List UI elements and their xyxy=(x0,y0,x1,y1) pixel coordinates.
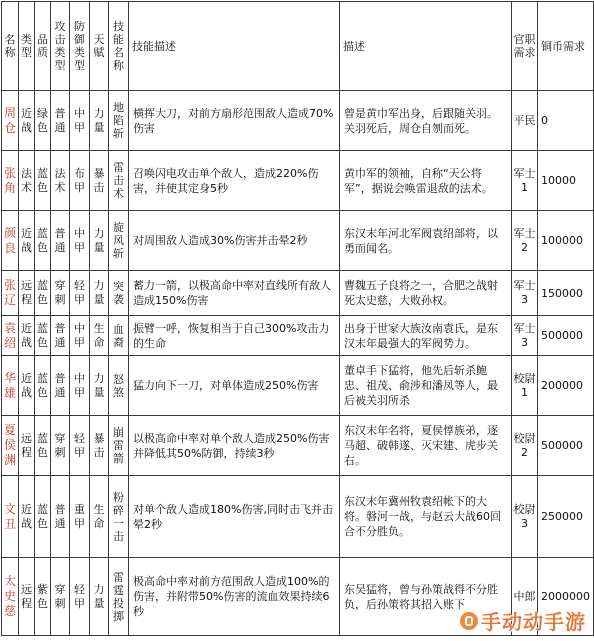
cell-talent: 生命 xyxy=(90,316,109,356)
cell-coin: 500000 xyxy=(538,416,594,476)
cell-coin: 100000 xyxy=(538,211,594,271)
cell-quality: 绿色 xyxy=(35,91,51,151)
cell-quality: 紫色 xyxy=(35,558,51,636)
watermark-text: 手动动手游 xyxy=(481,610,586,634)
cell-quality: 蓝色 xyxy=(35,416,51,476)
cell-rank: 中郎 xyxy=(512,558,538,636)
cell-name: 张辽 xyxy=(2,271,19,316)
header-quality: 品质 xyxy=(35,2,51,91)
cell-type: 近战 xyxy=(19,91,35,151)
cell-talent: 力量 xyxy=(90,271,109,316)
cell-attack: 普通 xyxy=(51,91,70,151)
cell-rank: 军士3 xyxy=(512,316,538,356)
cell-skill: 崩雷箭 xyxy=(109,416,129,476)
table-row xyxy=(2,151,594,211)
cell-skill-desc: 横挥大刀，对前方扇形范围敌人造成70%伤害 xyxy=(129,91,340,151)
cell-skill-desc: 猛力向下一刀，对单体造成250%伤害 xyxy=(129,356,340,416)
cell-talent: 暴击 xyxy=(90,151,109,211)
cell-type: 远程 xyxy=(19,558,35,636)
header-defense: 防御类型 xyxy=(70,2,90,91)
cell-desc: 东汉末年冀州牧袁绍帐下的大将。磐河一战，与赵云大战60回合不分胜负。 xyxy=(340,476,512,558)
brand-logo-icon xyxy=(460,612,478,630)
cell-skill: 雷击术 xyxy=(109,151,129,211)
cell-coin: 10000 xyxy=(538,151,594,211)
cell-defense: 中甲 xyxy=(70,316,90,356)
cell-coin: 0 xyxy=(538,91,594,151)
cell-talent: 生命 xyxy=(90,476,109,558)
cell-quality: 蓝色 xyxy=(35,356,51,416)
cell-name: 文丑 xyxy=(2,476,19,558)
cell-defense: 轻甲 xyxy=(70,416,90,476)
header-row xyxy=(2,2,594,91)
cell-rank: 军士2 xyxy=(512,211,538,271)
cell-skill-desc: 以极高命中率对单个敌人造成250%伤害并降低其50%防御，持续3秒 xyxy=(129,416,340,476)
cell-quality: 蓝色 xyxy=(35,151,51,211)
header-type: 类型 xyxy=(19,2,35,91)
cell-talent: 力量 xyxy=(90,91,109,151)
cell-skill-desc: 极高命中率对前方范围敌人造成100%的伤害，并附带50%伤害的流血效果持续6秒 xyxy=(129,558,340,636)
cell-talent: 暴击 xyxy=(90,416,109,476)
cell-desc: 黄巾军的领袖，自称“天公将军”，据说会唤雷退敌的法术。 xyxy=(340,151,512,211)
cell-name: 周仓 xyxy=(2,91,19,151)
cell-rank: 校尉3 xyxy=(512,476,538,558)
cell-skill: 旋风斩 xyxy=(109,211,129,271)
cell-coin: 2000000 xyxy=(538,558,594,636)
cell-quality: 蓝色 xyxy=(35,476,51,558)
cell-defense: 中甲 xyxy=(70,356,90,416)
cell-talent: 力量 xyxy=(90,211,109,271)
cell-desc: 东汉末年名将，夏侯惇族弟，逐马超、破韩遂、灭宋建、虎步关右。 xyxy=(340,416,512,476)
cell-skill-desc: 蓄力一箭，以极高命中率对直线所有敌人造成150%伤害 xyxy=(129,271,340,316)
cell-attack: 法术 xyxy=(51,151,70,211)
cell-attack: 穿刺 xyxy=(51,271,70,316)
cell-desc: 出身于世家大族汝南袁氏，是东汉末年最强大的军阀势力。 xyxy=(340,316,512,356)
watermark xyxy=(460,606,586,635)
cell-talent: 力量 xyxy=(90,558,109,636)
header-name: 名称 xyxy=(2,2,19,91)
cell-name: 夏侯渊 xyxy=(2,416,19,476)
cell-desc: 董卓手下猛将，他先后斩杀鲍忠、祖茂、俞涉和潘凤等人，最后被关羽所杀 xyxy=(340,356,512,416)
cell-quality: 蓝色 xyxy=(35,271,51,316)
cell-attack: 普通 xyxy=(51,211,70,271)
cell-skill: 血裔 xyxy=(109,316,129,356)
cell-name: 袁绍 xyxy=(2,316,19,356)
cell-defense: 轻甲 xyxy=(70,558,90,636)
header-skill-desc: 技能描述 xyxy=(129,2,340,91)
cell-coin: 200000 xyxy=(538,356,594,416)
cell-defense: 布甲 xyxy=(70,151,90,211)
header-talent: 天赋 xyxy=(90,2,109,91)
cell-skill-desc: 对单个敌人造成180%伤害,同时击飞并击晕2秒 xyxy=(129,476,340,558)
cell-name: 颜良 xyxy=(2,211,19,271)
cell-type: 远程 xyxy=(19,416,35,476)
header-desc: 描述 xyxy=(340,2,512,91)
cell-skill: 怒煞 xyxy=(109,356,129,416)
cell-desc: 东汉末年河北军阀袁绍部将，以勇而闻名。 xyxy=(340,211,512,271)
header-coin: 铜币需求 xyxy=(538,2,594,91)
cell-skill-desc: 振臂一呼，恢复相当于自己300%攻击力的生命 xyxy=(129,316,340,356)
cell-defense: 重甲 xyxy=(70,476,90,558)
header-rank: 官职需求 xyxy=(512,2,538,91)
cell-coin: 150000 xyxy=(538,271,594,316)
header-attack: 攻击类型 xyxy=(51,2,70,91)
cell-coin: 500000 xyxy=(538,316,594,356)
cell-rank: 校尉1 xyxy=(512,356,538,416)
cell-type: 近战 xyxy=(19,356,35,416)
cell-name: 太史慈 xyxy=(2,558,19,636)
cell-rank: 军士1 xyxy=(512,151,538,211)
cell-desc: 东吴猛将，曾与孙策战得不分胜负，后孙策将其招入账下 xyxy=(340,558,512,636)
cell-skill-desc: 召唤闪电攻击单个敌人，造成220%伤害，并使其定身5秒 xyxy=(129,151,340,211)
table-row xyxy=(2,316,594,356)
cell-attack: 穿刺 xyxy=(51,558,70,636)
header-skill-name: 技能名称 xyxy=(109,2,129,91)
table-row xyxy=(2,271,594,316)
table-row xyxy=(2,476,594,558)
cell-talent: 力量 xyxy=(90,356,109,416)
cell-skill: 粉碎一击 xyxy=(109,476,129,558)
cell-desc: 曾是黄巾军出身，后跟随关羽。关羽死后，周仓自刎而死。 xyxy=(340,91,512,151)
cell-attack: 普通 xyxy=(51,356,70,416)
cell-skill-desc: 对周围敌人造成30%伤害并击晕2秒 xyxy=(129,211,340,271)
cell-type: 近战 xyxy=(19,476,35,558)
cell-skill: 雷霆投掷 xyxy=(109,558,129,636)
cell-attack: 穿刺 xyxy=(51,416,70,476)
cell-defense: 中甲 xyxy=(70,91,90,151)
cell-type: 近战 xyxy=(19,316,35,356)
cell-quality: 蓝色 xyxy=(35,211,51,271)
cell-attack: 普通 xyxy=(51,316,70,356)
cell-name: 张角 xyxy=(2,151,19,211)
cell-skill: 地陷斩 xyxy=(109,91,129,151)
table-row xyxy=(2,211,594,271)
cell-coin: 250000 xyxy=(538,476,594,558)
cell-desc: 曹魏五子良将之一，合肥之战射死太史慈，大败孙权。 xyxy=(340,271,512,316)
cell-defense: 轻甲 xyxy=(70,271,90,316)
table-row xyxy=(2,416,594,476)
cell-type: 法术 xyxy=(19,151,35,211)
cell-type: 远程 xyxy=(19,271,35,316)
cell-defense: 中甲 xyxy=(70,211,90,271)
cell-quality: 蓝色 xyxy=(35,316,51,356)
cell-rank: 军士3 xyxy=(512,271,538,316)
cell-attack: 普通 xyxy=(51,476,70,558)
general-table xyxy=(1,1,594,636)
cell-rank: 校尉2 xyxy=(512,416,538,476)
cell-type: 近战 xyxy=(19,211,35,271)
table-row xyxy=(2,356,594,416)
cell-name: 华雄 xyxy=(2,356,19,416)
cell-skill: 突袭 xyxy=(109,271,129,316)
cell-rank: 平民 xyxy=(512,91,538,151)
table-row xyxy=(2,91,594,151)
